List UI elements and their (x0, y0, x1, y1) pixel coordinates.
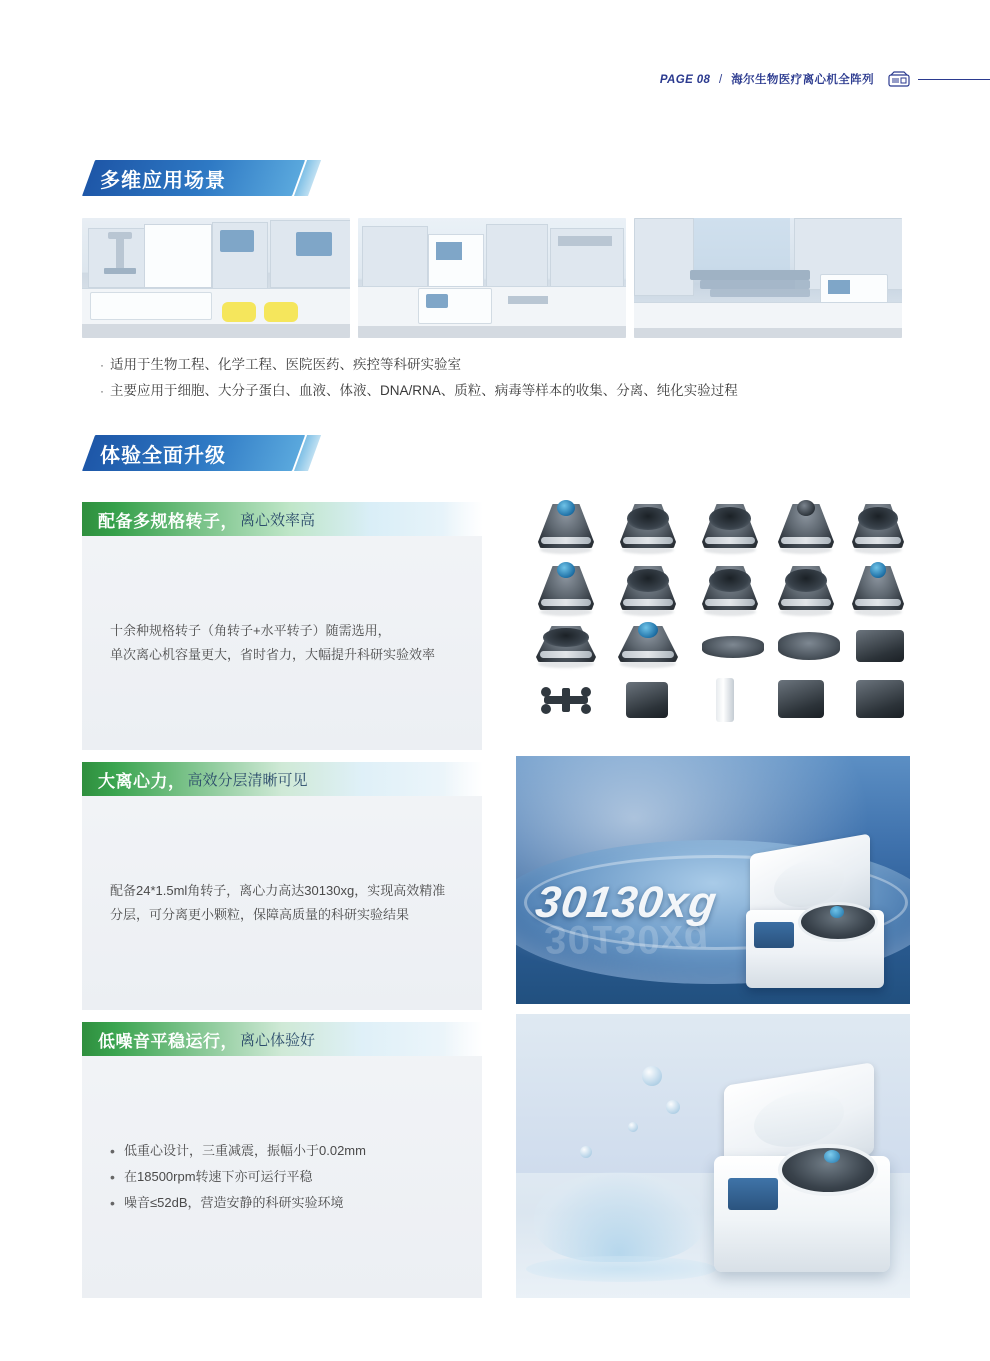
feature-card-header (82, 762, 482, 796)
list-item (110, 1138, 366, 1164)
feature-card-header (82, 1022, 482, 1056)
feature-title-strong: 配备多规格转子， (98, 511, 238, 531)
header-text (660, 71, 874, 87)
feature-card-body (82, 536, 482, 750)
noise-bullet-list (110, 1138, 366, 1216)
feature-body-line: 十余种规格转子（角转子+水平转子）随需选用， (110, 623, 391, 638)
feature-header-text (82, 762, 308, 796)
feature-title-light: 离心效率高 (240, 511, 316, 529)
water-drop (642, 1066, 662, 1086)
bullet-dot-icon: • (110, 1143, 115, 1159)
header-title: 海尔生物医疗离心机全阵列 (731, 74, 874, 86)
lab-photo-corridor (634, 218, 902, 338)
device-control-panel[interactable] (754, 922, 794, 948)
feature-title-strong: 低噪音平稳运行， (98, 1031, 238, 1051)
water-ripple (526, 1256, 716, 1282)
centrifuge-splash-image (516, 1014, 910, 1298)
centrifuge-30130xg-image (516, 756, 910, 1004)
rotor-item (538, 504, 594, 548)
rotor-item-bucket (778, 680, 824, 718)
image-caption-reflection: 30130xg (540, 917, 712, 961)
rotor-lineup-image (516, 496, 910, 744)
lab-photo-benches (358, 218, 626, 338)
water-drop (666, 1100, 680, 1114)
header-fade (443, 762, 482, 796)
rotor-item-flat (778, 632, 840, 660)
bullet-text: 主要应用于细胞、大分子蛋白、血液、体液、DNA/RNA、质粒、病毒等样本的收集、分离、纯化实验过程 (110, 383, 738, 398)
page-header (0, 64, 990, 94)
rotor-item (538, 566, 594, 610)
device-rotor-cap (830, 906, 844, 918)
feature-title-light: 高效分层清晰可见 (187, 771, 308, 789)
header-rule-wrap (912, 79, 990, 80)
centrifuge-device (742, 844, 892, 994)
bullet-text: 在18500rpm转速下亦可运行平稳 (124, 1169, 313, 1184)
rotor-item (778, 504, 834, 548)
image-caption: 30130xg (532, 878, 721, 927)
rotor-item-flat (702, 636, 764, 658)
rotor-item (852, 504, 904, 548)
section-banner-experience (82, 435, 226, 471)
feature-title-light: 离心体验好 (240, 1031, 316, 1049)
rotor-item (618, 626, 678, 662)
feature-card-rotors (82, 502, 482, 750)
feature-body-line: 单次离心机容量更大，省时省力，大幅提升科研实验效率 (110, 647, 436, 662)
feature-card-body (82, 1056, 482, 1298)
rotor-item-block (856, 630, 904, 662)
bullet-text: 适用于生物工程、化学工程、医院医药、疾控等科研实验室 (110, 357, 461, 372)
feature-title-strong: 大离心力， (98, 771, 186, 791)
rotor-item (702, 504, 758, 548)
lab-photo-microscope (82, 218, 350, 338)
header-fade (443, 1022, 482, 1056)
bullet-text: 噪音≤52dB，营造安静的科研实验环境 (124, 1195, 344, 1210)
water-drop (628, 1122, 638, 1132)
feature-body-line: 分层，可分离更小颗粒，保障高质量的科研实验结果 (110, 907, 410, 922)
bullet-dot-icon: • (110, 1195, 115, 1211)
list-item (110, 1190, 366, 1216)
centrifuge-device (706, 1074, 896, 1284)
feature-card-force (82, 762, 482, 1010)
feature-card-body (82, 796, 482, 1010)
page-number: PAGE 08 (659, 74, 711, 86)
bullet-text: 低重心设计，三重减震，振幅小于0.02mm (124, 1143, 366, 1158)
application-photos (82, 218, 902, 338)
section-title-experience: 体验全面升级 (100, 444, 226, 467)
list-item (110, 1164, 366, 1190)
feature-body-line: 配备24*1.5ml角转子，离心力高达30130xg，实现高效精准 (110, 883, 446, 898)
rotor-item-tube (716, 678, 734, 722)
application-bullet-list (100, 352, 920, 404)
rotor-item (852, 566, 904, 610)
device-rotor-cap (824, 1150, 840, 1163)
feature-card-header (82, 502, 482, 536)
feature-header-text (82, 1022, 315, 1056)
feature-header-text (82, 502, 315, 536)
rotor-item-bucket (856, 680, 904, 718)
header-fade (443, 502, 482, 536)
feature-card-noise (82, 1022, 482, 1298)
header-separator: / (718, 74, 723, 86)
list-item (100, 378, 920, 404)
rotor-item (620, 504, 676, 548)
rotor-item (536, 626, 596, 662)
section-banner-application (82, 160, 226, 196)
water-drop (580, 1146, 592, 1158)
rotor-item-bucket (626, 682, 668, 718)
centrifuge-icon (886, 69, 912, 89)
section-title-application: 多维应用场景 (100, 169, 226, 192)
header-rule (918, 79, 990, 80)
rotor-item (778, 566, 834, 610)
bullet-dot-icon: · (100, 358, 104, 372)
rotor-item-cross (538, 682, 594, 718)
bullet-dot-icon: • (110, 1169, 115, 1185)
water-crown (534, 1172, 704, 1262)
rotor-item (620, 566, 676, 610)
bullet-dot-icon: · (100, 384, 104, 398)
device-control-panel[interactable] (728, 1178, 778, 1210)
rotor-item (702, 566, 758, 610)
list-item (100, 352, 920, 378)
